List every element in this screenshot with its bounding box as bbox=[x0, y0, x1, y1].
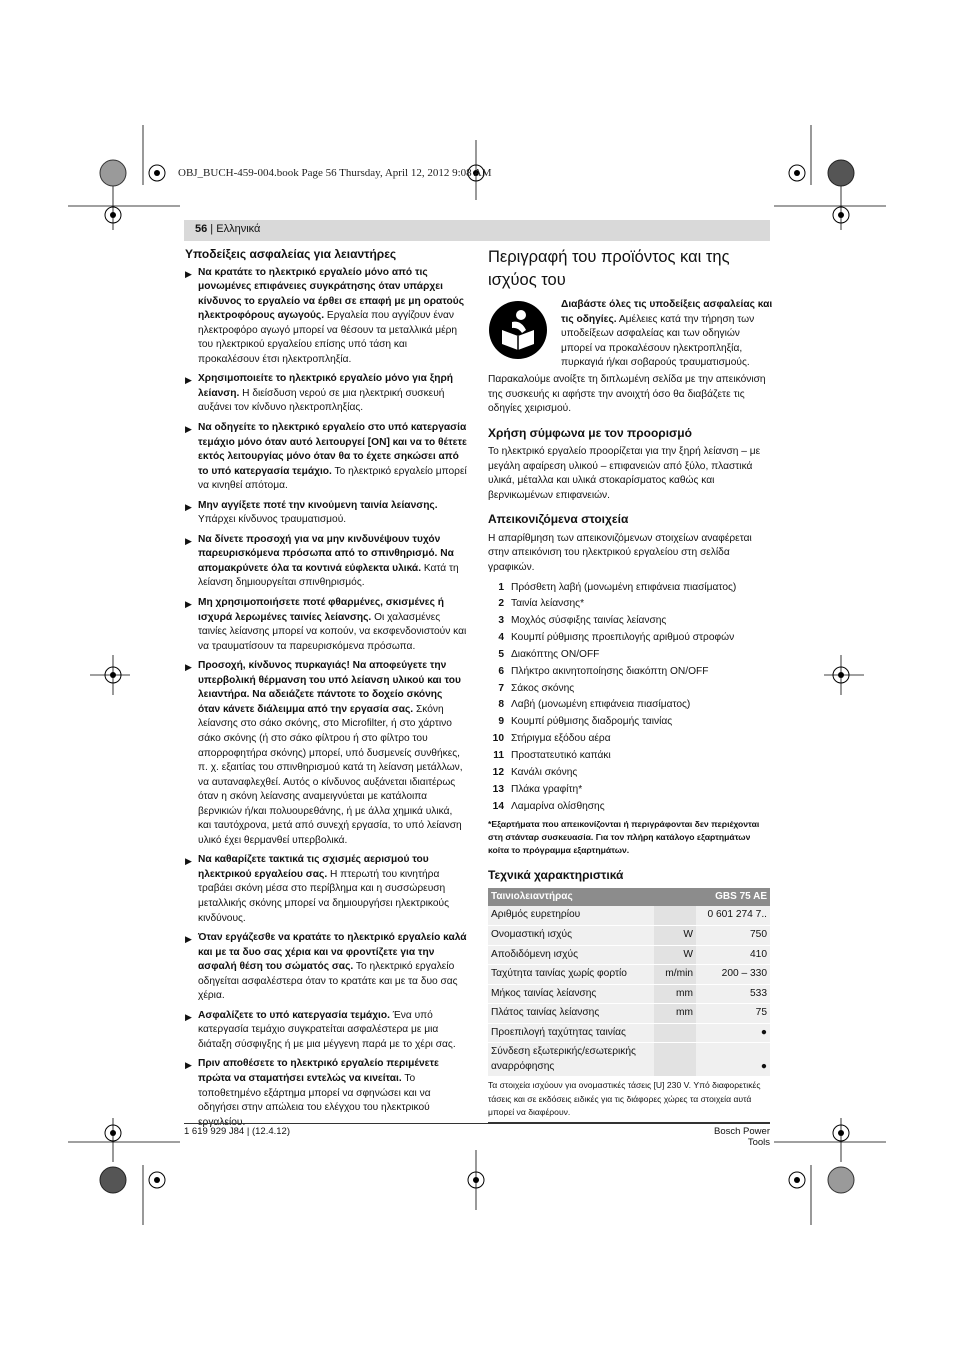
part-label: Κανάλι σκόνης bbox=[511, 766, 578, 778]
spec-unit: W bbox=[654, 926, 696, 946]
bullet-text: Οι χαλασμένες ταινίες λείανσης μπορεί να κοπούν, να εκσφενδονιστούν και να τραυματίσουν τα παρευρισκόμενα πρόσωπα. bbox=[198, 611, 467, 652]
part-number: 4 bbox=[498, 632, 504, 644]
spec-value: 533 bbox=[696, 984, 770, 1004]
part-label: Πλήκτρο ακινητοποίησης διακόπτη ON/OFF bbox=[511, 665, 709, 677]
part-label: Μοχλός σύσφιξης ταινίας λείανσης bbox=[511, 615, 667, 627]
part-number: 3 bbox=[498, 615, 504, 627]
bullet-arrow-icon: ▶ bbox=[185, 1060, 192, 1071]
bullet-text: Το τοποθετημένο εξάρτημα μπορεί να σφηνώσει και να οδηγήσει στην απώλεια του ελέγχου του ηλεκτρικού εργαλείου. bbox=[198, 1072, 431, 1128]
spec-unit: m/min bbox=[654, 965, 696, 985]
part-number: 8 bbox=[498, 699, 504, 711]
spec-heading: Τεχνικά χαρακτηριστικά bbox=[488, 868, 624, 883]
spec-value: ● bbox=[696, 1023, 770, 1043]
part-label: Προστατευτικό καπάκι bbox=[511, 750, 611, 761]
read-manual-icon bbox=[488, 300, 548, 360]
part-label: Πρόσθετη λαβή (μονωμένη επιφάνεια πιασίματος) bbox=[511, 581, 737, 593]
spec-value: 750 bbox=[696, 926, 770, 946]
bullet-bold: Μη χρησιμοποιήσετε ποτέ φθαρμένες, σκισμένες ή ισχυρά λερωμένες ταινίες λείανσης. bbox=[198, 597, 444, 623]
bullet-arrow-icon: ▶ bbox=[185, 934, 192, 945]
bullet-text: Η διείσδυση νερού σε μια ηλεκτρική συσκευή αυξάνει τον κίνδυνο ηλεκτροπληξίας. bbox=[198, 387, 445, 414]
page-header-bar bbox=[184, 220, 770, 241]
warning-text bbox=[561, 298, 773, 371]
bullet-bold: Να οδηγείτε το ηλεκτρικό εργαλείο στο υπό κατεργασία τεμάχιο μόνο όταν αυτό λειτουργεί [ON] και να το θέτετε εκτός λειτουργίας μόνο όταν θα το έχετε σηκώσει από το υπό κατεργασία τεμάχιο. bbox=[198, 422, 467, 477]
list-item bbox=[488, 749, 770, 766]
safety-bullet bbox=[185, 499, 467, 528]
spec-label: Σύνδεση εξωτερικής/εσωτερικής αναρρόφησης bbox=[488, 1043, 654, 1077]
bullet-bold: Μην αγγίξετε ποτέ την κινούμενη ταινία λείανσης. bbox=[198, 499, 438, 511]
spec-label: Ονομαστική ισχύς bbox=[488, 926, 654, 946]
part-label: Στήριγμα εξόδου αέρα bbox=[511, 733, 611, 745]
spec-unit: mm bbox=[654, 1004, 696, 1024]
spec-value: 410 bbox=[696, 945, 770, 965]
part-number: 6 bbox=[498, 665, 504, 677]
table-row bbox=[488, 945, 770, 965]
right-column bbox=[488, 246, 773, 1123]
list-item bbox=[488, 715, 770, 732]
bullet-text: Ένα υπό κατεργασία τεμάχιο συγκρατείται ασφαλέστερα με μια διάταξη σύσφιγξης ή με μια μέγγενη παρά με το χέρι σας. bbox=[198, 1009, 456, 1050]
bullet-bold: Προσοχή, κίνδυνος πυρκαγιάς! Να αποφεύγετε την υπερβολική θέρμανση του υπό λείανση υλικού και του λειαντήρα. Να αδειάζετε πάντοτε το δοχείο σκόνης όταν κάνετε διάλειμμα από την εργασία σας. bbox=[198, 660, 461, 715]
spec-table-header bbox=[488, 888, 770, 907]
spec-model-header: GBS 75 AE bbox=[696, 888, 770, 907]
safety-bullet bbox=[185, 659, 467, 848]
spec-unit bbox=[654, 1023, 696, 1043]
parts-footnote: *Εξαρτήματα που απεικονίζονται ή περιγράφονται δεν περιέχονται στη στάνταρ συσκευασία. Για τον πλήρη κατάλογο εξαρτημάτων κοίτα το πρόγραμμα εξαρτημάτων. bbox=[488, 819, 760, 856]
table-row bbox=[488, 906, 770, 925]
usage-paragraph: Το ηλεκτρικό εργαλείο προορίζεται για την ξηρή λείανση – με μεγάλη αφαίρεση υλικού – επιφανειών από ξύλο, πλαστικά υλικά, μέταλλα και υλικά στοκαρίσματος καθώς και βερνικωμένων επιφανειών. bbox=[488, 446, 761, 501]
bullet-arrow-icon: ▶ bbox=[185, 599, 192, 610]
part-number: 7 bbox=[498, 682, 504, 694]
list-item bbox=[488, 648, 770, 665]
safety-bullet bbox=[185, 853, 467, 926]
warning-box bbox=[488, 298, 773, 373]
part-number: 13 bbox=[492, 783, 504, 795]
spec-value: 200 – 330 bbox=[696, 965, 770, 985]
list-item bbox=[488, 732, 770, 749]
part-number: 12 bbox=[492, 766, 504, 778]
warning-bold: Διαβάστε όλες τις υποδείξεις ασφαλείας και τις οδηγίες. bbox=[561, 299, 773, 325]
part-label: Διακόπτης ON/OFF bbox=[511, 648, 600, 660]
parts-heading: Απεικονιζόμενα στοιχεία bbox=[488, 512, 629, 527]
spec-label: Αριθμός ευρετηρίου bbox=[488, 906, 654, 925]
bullet-text: Η πτερωτή του κινητήρα τραβάει σκόνη μέσα στο περίβλημα και η συσσώρευση μεταλλικής σκόνης μπορεί να δημιουργήσει ηλεκτρικούς κινδύνους. bbox=[198, 868, 449, 924]
table-row bbox=[488, 1004, 770, 1024]
safety-bullet bbox=[185, 931, 467, 1004]
page-language: Ελληνικά bbox=[216, 223, 261, 235]
safety-bullet bbox=[185, 266, 467, 368]
safety-bullet-list bbox=[185, 266, 467, 1131]
spec-value: ● bbox=[696, 1043, 770, 1077]
list-item bbox=[488, 766, 770, 783]
list-item bbox=[488, 631, 770, 648]
footer-doc-number: 1 619 929 J84 | (12.4.12) bbox=[184, 1126, 290, 1137]
table-row bbox=[488, 1043, 770, 1077]
list-item bbox=[488, 665, 770, 682]
bullet-text: Κατά τη λείανση δημιουργείται σπινθηρισμός. bbox=[198, 562, 459, 589]
bullet-arrow-icon: ▶ bbox=[185, 662, 192, 673]
bullet-text: Το ηλεκτρικό εργαλείο οδηγείται ασφαλέστερα όταν το κρατάτε και με τα δυο σας χέρια. bbox=[198, 961, 458, 1002]
safety-heading: Υποδείξεις ασφαλείας για λειαντήρες bbox=[185, 247, 397, 261]
part-label: Σάκος σκόνης bbox=[511, 682, 575, 694]
safety-bullet bbox=[185, 1057, 467, 1130]
footer-brand: Bosch Power Tools bbox=[714, 1126, 770, 1148]
bullet-bold: Να κρατάτε το ηλεκτρικό εργαλείο μόνο από τις μονωμένες επιφάνειες συγκράτησης όταν υπάρχει κίνδυνος το εργαλείο να έρθει σε επαφή με μη ορατούς ηλεκτροφόρους αγωγούς. bbox=[198, 266, 465, 322]
spec-label: Προεπιλογή ταχύτητας ταινίας bbox=[488, 1023, 654, 1043]
bullet-bold: Ασφαλίζετε το υπό κατεργασία τεμάχιο. bbox=[198, 1009, 390, 1021]
bullet-arrow-icon: ▶ bbox=[185, 268, 192, 279]
spec-value: 75 bbox=[696, 1004, 770, 1024]
part-number: 1 bbox=[498, 581, 504, 593]
part-number: 14 bbox=[492, 800, 504, 812]
part-number: 5 bbox=[498, 648, 504, 660]
left-column bbox=[185, 247, 467, 1135]
table-row bbox=[488, 926, 770, 946]
safety-bullet bbox=[185, 596, 467, 654]
spec-unit bbox=[654, 1043, 696, 1077]
part-number: 9 bbox=[498, 716, 504, 728]
bullet-text: Το ηλεκτρικό εργαλείο μπορεί να κινηθεί απότομα. bbox=[198, 465, 467, 492]
list-item bbox=[488, 682, 770, 699]
spec-unit bbox=[654, 906, 696, 925]
bullet-bold: Όταν εργάζεσθε να κρατάτε το ηλεκτρικό εργαλείο καλά και με τα δυο σας χέρια και να φροντίζετε για την ασφαλή θέση του σώματός σας. bbox=[198, 932, 467, 973]
print-header: OBJ_BUCH-459-004.book Page 56 Thursday, April 12, 2012 9:08 AM bbox=[178, 167, 492, 179]
page-number-label: 56 | Ελληνικά bbox=[195, 223, 261, 235]
list-item bbox=[488, 698, 770, 715]
part-label: Κουμπί ρύθμισης διαδρομής ταινίας bbox=[511, 716, 673, 728]
section-title: Περιγραφή του προϊόντος και της ισχύος του bbox=[488, 248, 730, 289]
bullet-bold: Πριν αποθέσετε το ηλεκτρικό εργαλείο περιμένετε πρώτα να σταματήσει εντελώς να κινείται. bbox=[198, 1058, 439, 1084]
bullet-arrow-icon: ▶ bbox=[185, 1011, 192, 1022]
bullet-arrow-icon: ▶ bbox=[185, 856, 192, 867]
part-number: 2 bbox=[498, 598, 504, 610]
parts-intro: Η απαρίθμηση των απεικονιζόμενων στοιχείων αναφέρεται στην απεικόνιση του ηλεκτρικού εργαλείου στη σελίδα γραφικών. bbox=[488, 532, 752, 574]
table-row bbox=[488, 1023, 770, 1043]
bullet-text: Σκόνη λείανσης στο σάκο σκόνης, στο Microfilter, ή στο χάρτινο σάκο σκόνης (ή στο σάκο φίλτρου ή στο φίλτρο του απορροφητήρα σκόνης) μπορεί, υπό δυσμενείς συνθήκες, π. χ. εξαιτίας του σπινθηρισμού κατά τη λείανση μετάλλων, να αυταναφλεχθεί. Αυτός ο κίνδυνος αυξάνεται ιδιαιτέρως όταν η σκόνη λείανσης αναμειγνύεται με κατάλοιπα βερνικιών ή/και πολυουρεθάνης, ή με άλλα χημικά υλικά, και ταυτόχρονα, μετά από συνεχή εργασία, το υπό λείανση υλικό έχει θερμανθεί υπερβολικά. bbox=[198, 703, 463, 846]
part-label: Ταινία λείανσης* bbox=[511, 598, 585, 610]
spec-label: Μήκος ταινίας λείανσης bbox=[488, 984, 654, 1004]
bullet-arrow-icon: ▶ bbox=[185, 375, 192, 386]
footer-rule bbox=[184, 1123, 770, 1124]
spec-table bbox=[488, 888, 770, 1077]
bullet-arrow-icon: ▶ bbox=[185, 535, 192, 546]
bullet-text: Υπάρχει κίνδυνος τραυματισμού. bbox=[198, 514, 347, 526]
bullet-arrow-icon: ▶ bbox=[185, 424, 192, 435]
spec-unit: W bbox=[654, 945, 696, 965]
safety-bullet bbox=[185, 372, 467, 416]
spec-label: Ταχύτητα ταινίας χωρίς φορτίο bbox=[488, 965, 654, 985]
parts-list bbox=[488, 581, 770, 817]
part-label: Λαμαρίνα ολίσθησης bbox=[511, 800, 605, 812]
part-label: Πλάκα γραφίτη* bbox=[511, 783, 583, 795]
warning-body: Αμέλειες κατά την τήρηση των υποδείξεων ασφαλείας και των οδηγιών μπορεί να προκαλέσουν ηλεκτροπληξία, πυρκαγιά ή/και σοβαρούς τραυματισμούς. bbox=[561, 313, 755, 369]
bullet-arrow-icon: ▶ bbox=[185, 501, 192, 512]
part-number: 10 bbox=[492, 733, 504, 745]
list-item bbox=[488, 800, 770, 817]
bullet-text: Εργαλεία που αγγίζουν έναν ηλεκτροφόρο αγωγό μπορεί να θέσουν τα μεταλλικά μέρη του ηλεκτρικού εργαλείου επίσης υπό τάση και προκαλέσουν έτσι ηλεκτροπληξία. bbox=[198, 310, 458, 365]
bullet-bold: Να δίνετε προσοχή για να μην κινδυνέψουν τυχόν παρευρισκόμενα πρόσωπα από το σπινθηρισμό. Να απομακρύνετε όλα τα κοντινά εύφλεκτα υλικά. bbox=[198, 533, 454, 574]
spec-table-body bbox=[488, 906, 770, 1076]
intro-paragraph: Παρακαλούμε ανοίξτε τη διπλωμένη σελίδα με την απεικόνιση της συσκευής κι αφήστε την ανοιχτή όσο θα διαβάζετε τις οδηγίες χειρισμού. bbox=[488, 374, 766, 415]
list-item bbox=[488, 597, 770, 614]
spec-value: 0 601 274 7.. bbox=[696, 906, 770, 925]
safety-bullet bbox=[185, 533, 467, 591]
part-label: Κουμπί ρύθμισης προεπιλογής αριθμού στροφών bbox=[511, 632, 735, 644]
spec-note: Τα στοιχεία ισχύουν για ονομαστικές τάσεις [U] 230 V. Υπό διαφορετικές τάσεις και σε εκδόσεις ειδικές για τις διάφορες χώρες τα στοιχεία αυτά μπορεί να διαφέρουν. bbox=[488, 1079, 770, 1123]
table-row bbox=[488, 984, 770, 1004]
spec-label: Πλάτος ταινίας λείανσης bbox=[488, 1004, 654, 1024]
spec-unit: mm bbox=[654, 984, 696, 1004]
bullet-bold: Χρησιμοποιείτε το ηλεκτρικό εργαλείο μόνο για ξηρή λείανση. bbox=[198, 373, 454, 399]
part-label: Λαβή (μονωμένη επιφάνεια πιασίματος) bbox=[511, 699, 691, 711]
bullet-bold: Να καθαρίζετε τακτικά τις σχισμές αερισμού του ηλεκτρικού εργαλείου σας. bbox=[198, 854, 429, 880]
table-row bbox=[488, 965, 770, 985]
usage-heading: Χρήση σύμφωνα με τον προορισμό bbox=[488, 425, 692, 440]
list-item bbox=[488, 581, 770, 598]
safety-bullet bbox=[185, 421, 467, 494]
spec-label: Αποδιδόμενη ισχύς bbox=[488, 945, 654, 965]
page-number: 56 bbox=[195, 223, 208, 235]
list-item bbox=[488, 614, 770, 631]
list-item bbox=[488, 783, 770, 800]
part-number: 11 bbox=[493, 750, 504, 761]
spec-product-header: Ταινιολειαντήρας bbox=[488, 888, 696, 907]
safety-bullet bbox=[185, 1009, 467, 1053]
